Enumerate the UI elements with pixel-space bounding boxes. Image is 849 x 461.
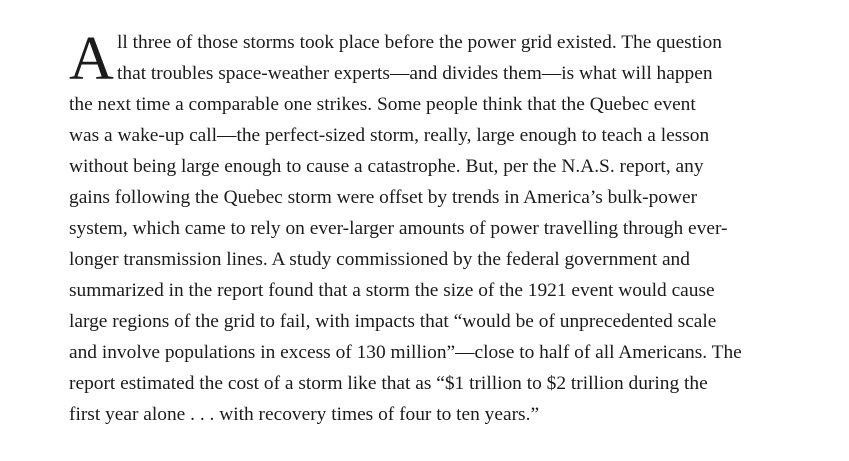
text-line: was a wake-up call—the perfect-sized storm, really, large enough to teach a lesson: [69, 125, 710, 146]
text-line: first year alone . . . with recovery times of four to ten years.”: [69, 404, 540, 425]
text-line: ll three of those storms took place before the power grid existed. The question: [117, 32, 722, 53]
text-line: large regions of the grid to fail, with impacts that “would be of unprecedented scale: [69, 311, 717, 332]
text-line: the next time a comparable one strikes. Some people think that the Quebec event: [69, 94, 696, 115]
text-line: system, which came to rely on ever-larger amounts of power travelling through ever-: [69, 218, 728, 239]
text-line: longer transmission lines. A study commissioned by the federal government and: [69, 249, 690, 270]
text-line: and involve populations in excess of 130 million”—close to half of all Americans. The: [69, 342, 742, 363]
text-line: summarized in the report found that a storm the size of the 1921 event would cause: [69, 280, 715, 301]
text-line: without being large enough to cause a catastrophe. But, per the N.A.S. report, any: [69, 156, 704, 177]
text-line: report estimated the cost of a storm like that as “$1 trillion to $2 trillion during the: [69, 373, 708, 394]
text-line: that troubles space-weather experts—and divides them—is what will happen: [117, 63, 713, 84]
text-line: gains following the Quebec storm were offset by trends in America’s bulk-power: [69, 187, 698, 208]
drop-cap: A: [69, 25, 114, 93]
article-paragraph: [69, 27, 781, 430]
